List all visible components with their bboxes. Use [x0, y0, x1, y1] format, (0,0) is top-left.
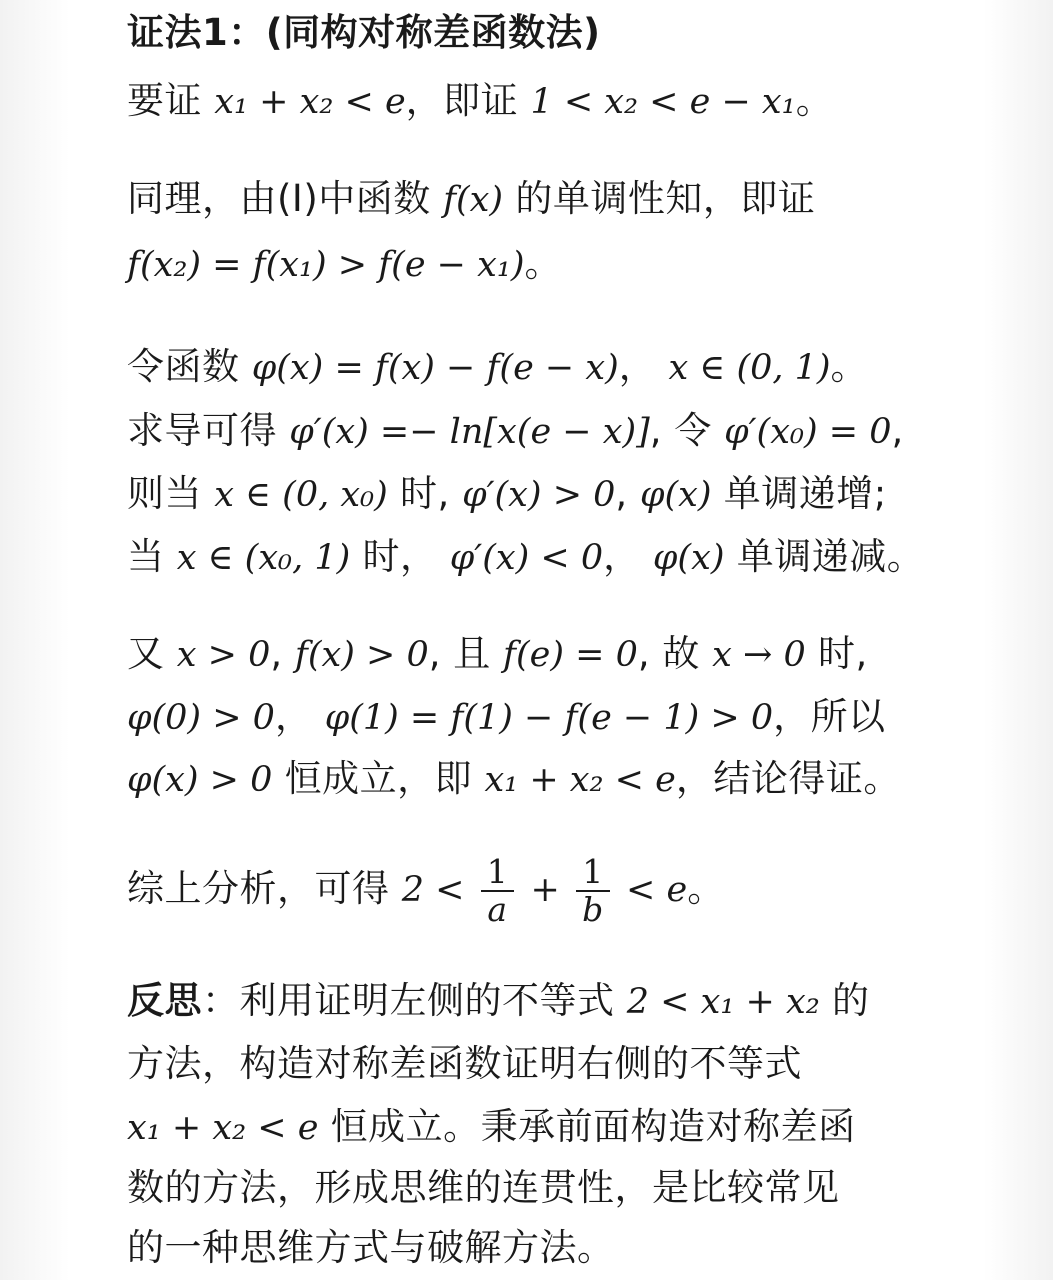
- text: 要证: [127, 79, 202, 122]
- formula: φ(x): [639, 475, 712, 515]
- formula: x ∈ (0, x₀): [214, 475, 388, 515]
- paragraph-3-line-1: [127, 343, 868, 392]
- paragraph-3-line-3: [127, 470, 887, 519]
- formula: x → 0: [712, 635, 806, 675]
- section-heading: 证法1：(同构对称差函数法): [127, 11, 601, 54]
- formula: φ(1) = f(1) − f(e − 1) > 0: [324, 698, 774, 738]
- formula: φ(x): [652, 538, 725, 578]
- formula: 2 < x₁ + x₂: [626, 982, 820, 1022]
- text: 数的方法，形成思维的连贯性，是比较常见: [127, 1166, 840, 1209]
- text: 单调递减。: [736, 535, 925, 578]
- text: 的单调性知，即证: [515, 177, 816, 220]
- text: 。: [830, 345, 869, 388]
- formula: x ∈ (0, 1): [668, 348, 831, 388]
- text: 令函数: [127, 345, 240, 388]
- paragraph-4-line-1: [127, 630, 868, 679]
- formula: 2 <: [401, 870, 465, 910]
- formula: φ(x) > 0: [127, 760, 273, 800]
- formula: x₁ + x₂ < e: [214, 82, 406, 122]
- formula: < e: [626, 870, 688, 910]
- text: 。: [687, 867, 725, 910]
- text: 的一种思维方式与破解方法。: [127, 1226, 615, 1269]
- numerator: 1: [576, 854, 610, 892]
- formula: f(x): [443, 180, 504, 220]
- formula: f(e) = 0: [503, 635, 638, 675]
- formula: 1 < x₂ < e − x₁: [530, 82, 796, 122]
- paragraph-6-line-5: [127, 1224, 615, 1272]
- formula: φ(0) > 0: [127, 698, 275, 738]
- paragraph-4-line-3: [127, 755, 901, 804]
- text: 时，: [362, 535, 438, 578]
- text: 又: [127, 632, 165, 675]
- paragraph-3-line-4: [127, 533, 924, 582]
- text: 时,: [400, 472, 450, 515]
- paragraph-1-line-1: [127, 77, 833, 126]
- text: 。: [795, 79, 834, 122]
- text: 。: [524, 242, 563, 285]
- text: , 令: [649, 409, 712, 452]
- text: ,: [615, 472, 628, 515]
- text: , 且: [428, 632, 491, 675]
- formula: φ′(x) < 0: [449, 538, 604, 578]
- text: 时,: [818, 632, 868, 675]
- formula: x > 0: [176, 635, 271, 675]
- text: 的: [832, 979, 870, 1022]
- text: ，结论得证。: [675, 757, 901, 800]
- formula: φ′(x) =− ln[x(e − x)]: [289, 412, 650, 452]
- paragraph-2-line-2: [127, 240, 562, 289]
- text: 则当: [127, 472, 202, 515]
- text: 求导可得: [127, 409, 277, 452]
- formula: f(x) > 0: [294, 635, 429, 675]
- fraction-1-over-a: [481, 851, 515, 929]
- text: , 故: [637, 632, 700, 675]
- text: ，: [274, 695, 313, 738]
- formula: f(x₂) = f(x₁) > f(e − x₁): [127, 245, 525, 285]
- text: 综上分析，可得: [127, 867, 390, 910]
- fraction-1-over-b: [576, 851, 610, 929]
- paragraph-6-line-3: [127, 1103, 856, 1152]
- denominator: b: [582, 889, 604, 929]
- text: 恒成立。秉承前面构造对称差函: [330, 1105, 856, 1148]
- text: 单调递增;: [723, 472, 887, 515]
- formula: x₁ + x₂ < e: [484, 760, 676, 800]
- text: 同理，由(Ⅰ)中函数: [127, 177, 431, 220]
- text: ，即证: [405, 79, 519, 122]
- denominator: a: [487, 889, 508, 929]
- paragraph-6-line-4: [127, 1164, 840, 1212]
- text: 方法，构造对称差函数证明右侧的不等式: [127, 1042, 802, 1085]
- formula: φ′(x₀) = 0: [724, 412, 892, 452]
- text: ，: [603, 535, 641, 578]
- text: ，所以: [773, 695, 886, 738]
- text: 当: [127, 535, 165, 578]
- formula: φ(x) = f(x) − f(e − x): [251, 348, 619, 388]
- plus-sign: +: [530, 870, 560, 910]
- paragraph-6-line-2: [127, 1040, 802, 1088]
- paragraph-4-line-2: [127, 693, 886, 742]
- paragraph-3-line-2: [127, 407, 904, 456]
- paragraph-6-line-1: [127, 977, 870, 1026]
- formula: φ′(x) > 0: [462, 475, 616, 515]
- text: ：利用证明左侧的不等式: [202, 979, 615, 1022]
- text: ,: [891, 409, 904, 452]
- formula: x₁ + x₂ < e: [127, 1108, 319, 1148]
- paragraph-2-line-1: [127, 175, 815, 224]
- text: 恒成立，即: [284, 757, 473, 800]
- text: ,: [270, 632, 283, 675]
- text: ，: [618, 345, 657, 388]
- paragraph-5-line-1: [127, 845, 725, 934]
- reflection-label: 反思: [127, 979, 202, 1022]
- numerator: 1: [481, 854, 515, 892]
- formula: x ∈ (x₀, 1): [176, 538, 351, 578]
